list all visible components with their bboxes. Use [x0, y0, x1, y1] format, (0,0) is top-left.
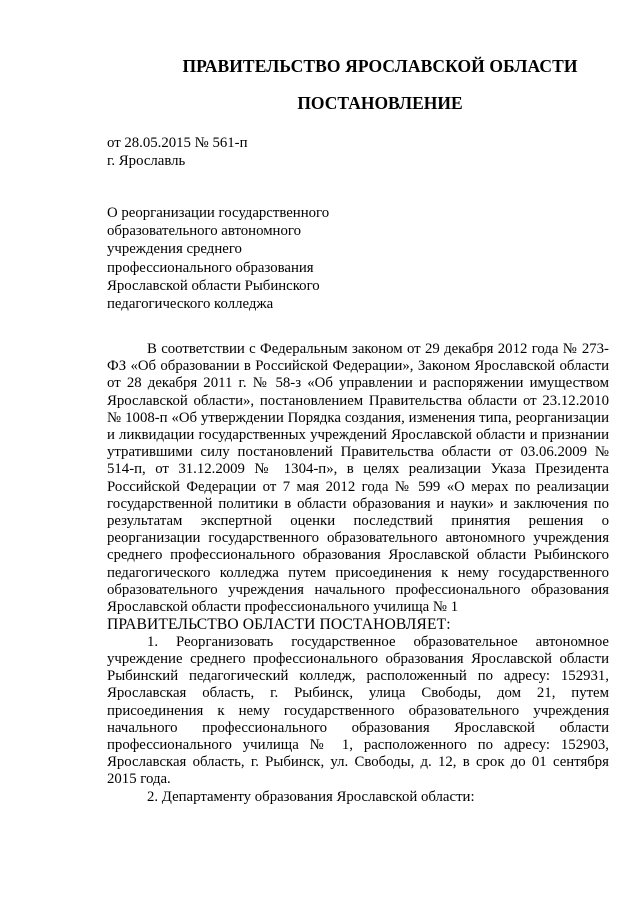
- subject-line: Ярославской области Рыбинского: [107, 277, 320, 294]
- item-1-paragraph: 1. Реорганизовать государственное образовательное автономное учреждение среднего профессионального образования Ярославской области Рыбинский педагогический колледж, расположенный по адресу: 152931, Ярославская область, г. Рыбинск, улица Свободы, дом 21, путем присоединения к нему государственного образовательного учреждения начального профессионального образования Ярославской области профессионального училища № 1, расположенного по адресу: 152903, Ярославская область, г. Рыбинск, ул. Свободы, д. 12, в срок до 01 сентября 2015 года.: [107, 633, 609, 788]
- decision-heading: ПРАВИТЕЛЬСТВО ОБЛАСТИ ПОСТАНОВЛЯЕТ:: [107, 616, 451, 634]
- document-body: [107, 341, 609, 806]
- subject-line: О реорганизации государственного: [107, 205, 330, 221]
- government-title: ПРАВИТЕЛЬСТВО ЯРОСЛАВСКОЙ ОБЛАСТИ: [182, 56, 578, 76]
- preamble-paragraph: В соответствии с Федеральным законом от 29 декабря 2012 года № 273-ФЗ «Об образовании в Российской Федерации», Законом Ярославской области от 28 декабря 2011 г. № 58-з «Об управлении и распоряжении имуществом Ярославской области», постановлением Правительства области от 23.12.2010 № 1008-п «Об утверждении Порядка создания, изменения типа, реорганизации и ликвидации государственных учреждений Ярославской области и признании утратившими силу постановлений Правительства области от 03.06.2009 № 514-п, от 31.12.2009 № 1304-п», в целях реализации Указа Президента Российской Федерации от 7 мая 2012 года № 599 «О мерах по реализации государственной политики в области образования и науки» и заключения по результатам экспертной оценки последствий принятия решения о реорганизации государственного образовательного автономного учреждения среднего профессионального образования Ярославской области Рыбинского педагогического колледжа путем присоединения к нему государственного образовательного учреждения начального профессионального образования Ярославской области профессионального училища № 1: [107, 341, 609, 616]
- document-subject: [107, 204, 329, 313]
- document-meta: [107, 134, 248, 170]
- item-2-paragraph: 2. Департаменту образования Ярославской области:: [147, 788, 475, 805]
- city: г. Ярославль: [107, 153, 186, 169]
- subject-line: учреждения среднего: [107, 241, 242, 258]
- document-type-title: ПОСТАНОВЛЕНИЕ: [297, 93, 463, 113]
- subject-line: педагогического колледжа: [107, 296, 274, 313]
- subject-line: профессионального образования: [107, 259, 314, 276]
- date-number: от 28.05.2015 № 561-п: [107, 135, 248, 151]
- subject-line: образовательного автономного: [107, 223, 301, 240]
